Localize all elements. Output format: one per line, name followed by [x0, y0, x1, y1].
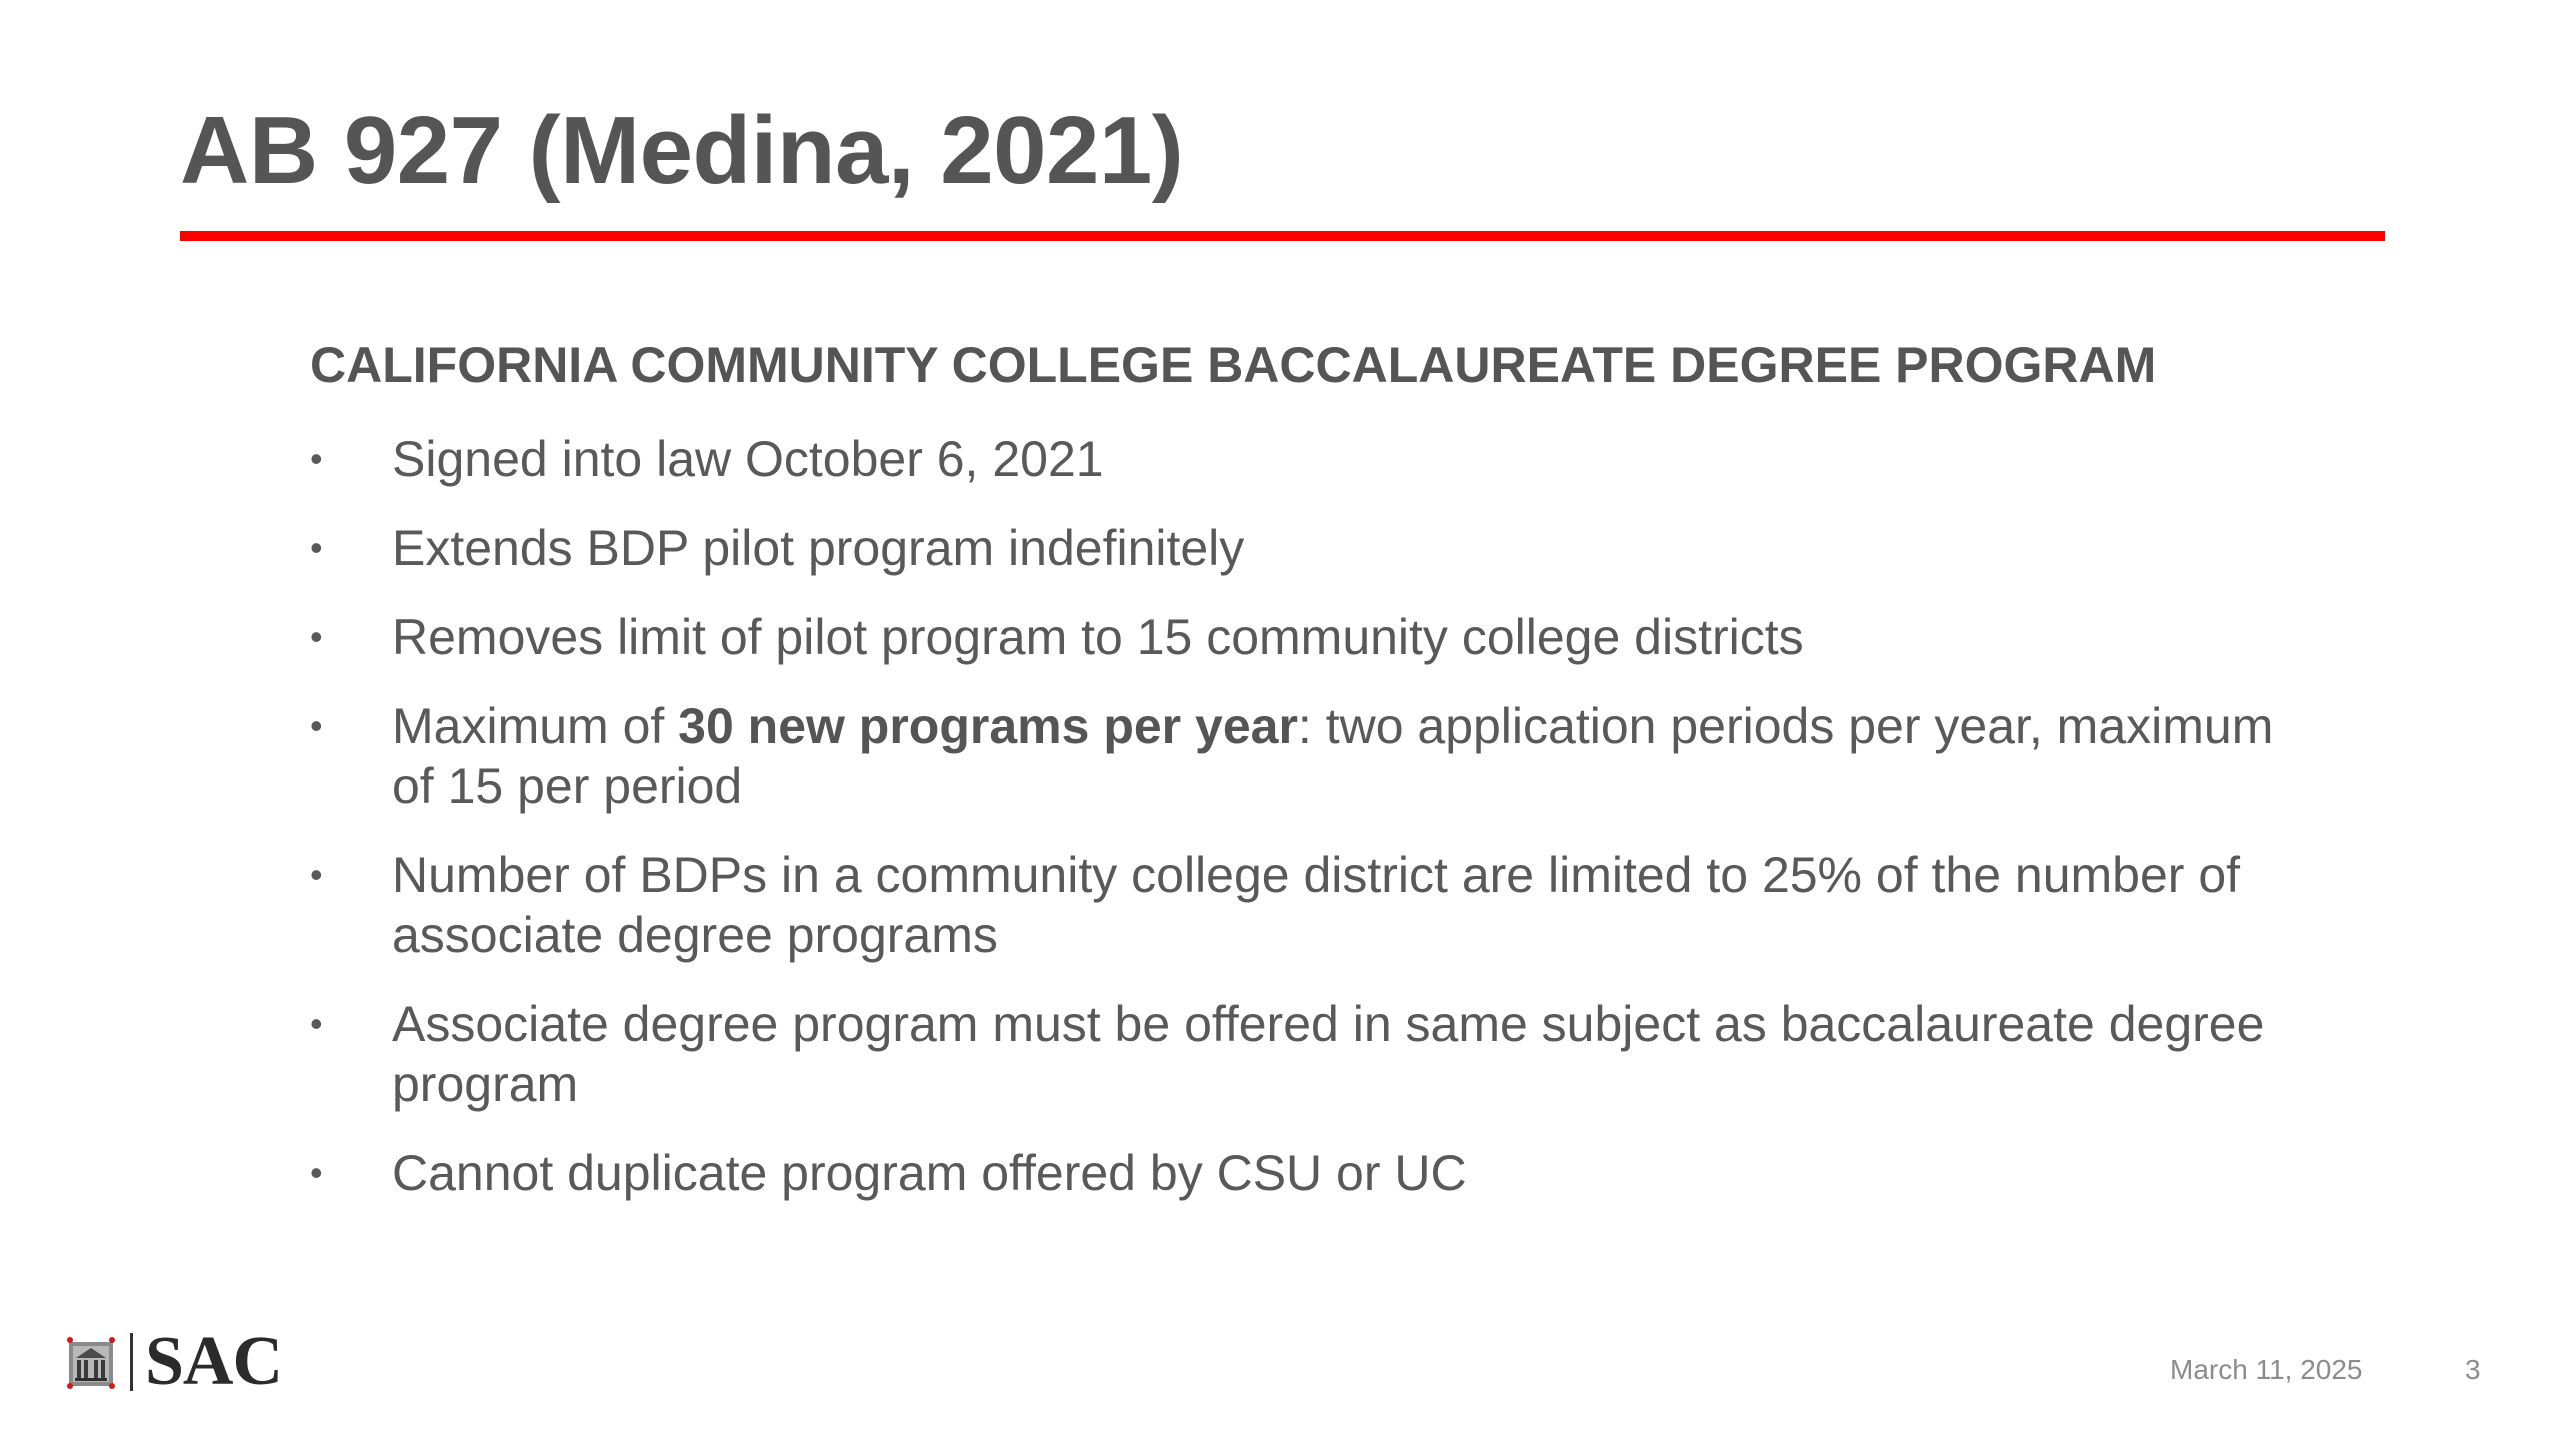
bullet-marker: •: [310, 854, 323, 895]
bullet-text: Number of BDPs in a community college district are limited to 25% of the number of associate degree programs: [392, 847, 2241, 963]
bullet-item: [310, 429, 2310, 489]
bullet-list: [310, 429, 2310, 1203]
slide-title: AB 927 (Medina, 2021): [180, 97, 1184, 204]
bullet-item: [310, 994, 2310, 1114]
bullet-marker: •: [310, 527, 323, 568]
bullet-item: [310, 1143, 2310, 1203]
bullet-marker: •: [310, 1003, 323, 1044]
bullet-text: Signed into law October 6, 2021: [392, 431, 1104, 487]
bullet-item: [310, 607, 2310, 667]
bullet-text-emphasis: 30 new programs per year: [678, 698, 1298, 754]
logo-wordmark: SAC: [145, 1323, 283, 1400]
bullet-text: [392, 698, 2273, 814]
bullet-marker: •: [310, 1152, 323, 1193]
bullet-text-trail: : two application periods per year, maximum of 15 per period: [392, 698, 2274, 814]
slide-content: [310, 335, 2310, 1232]
logo-divider: [130, 1333, 133, 1391]
bullet-text: Extends BDP pilot program indefinitely: [392, 520, 1245, 576]
bullet-marker: •: [310, 616, 323, 657]
sac-building-logo-icon: [66, 1334, 116, 1390]
bullet-text: Associate degree program must be offered in same subject as baccalaureate degree program: [392, 996, 2265, 1112]
bullet-marker: •: [310, 438, 323, 479]
footer-date: March 11, 2025: [2170, 1354, 2363, 1385]
bullet-text: Removes limit of pilot program to 15 community college districts: [392, 609, 1804, 665]
section-heading: CALIFORNIA COMMUNITY COLLEGE BACCALAUREATE DEGREE PROGRAM: [310, 337, 2157, 393]
title-underline: [180, 231, 2385, 241]
sac-logo: [66, 1323, 283, 1400]
bullet-text-lead: Maximum of: [392, 698, 679, 754]
bullet-item: [310, 696, 2310, 816]
bullet-text: Cannot duplicate program offered by CSU or UC: [392, 1145, 1467, 1201]
bullet-item: [310, 518, 2310, 578]
bullet-item: [310, 845, 2310, 965]
page-number: 3: [2465, 1354, 2481, 1385]
bullet-marker: •: [310, 705, 323, 746]
